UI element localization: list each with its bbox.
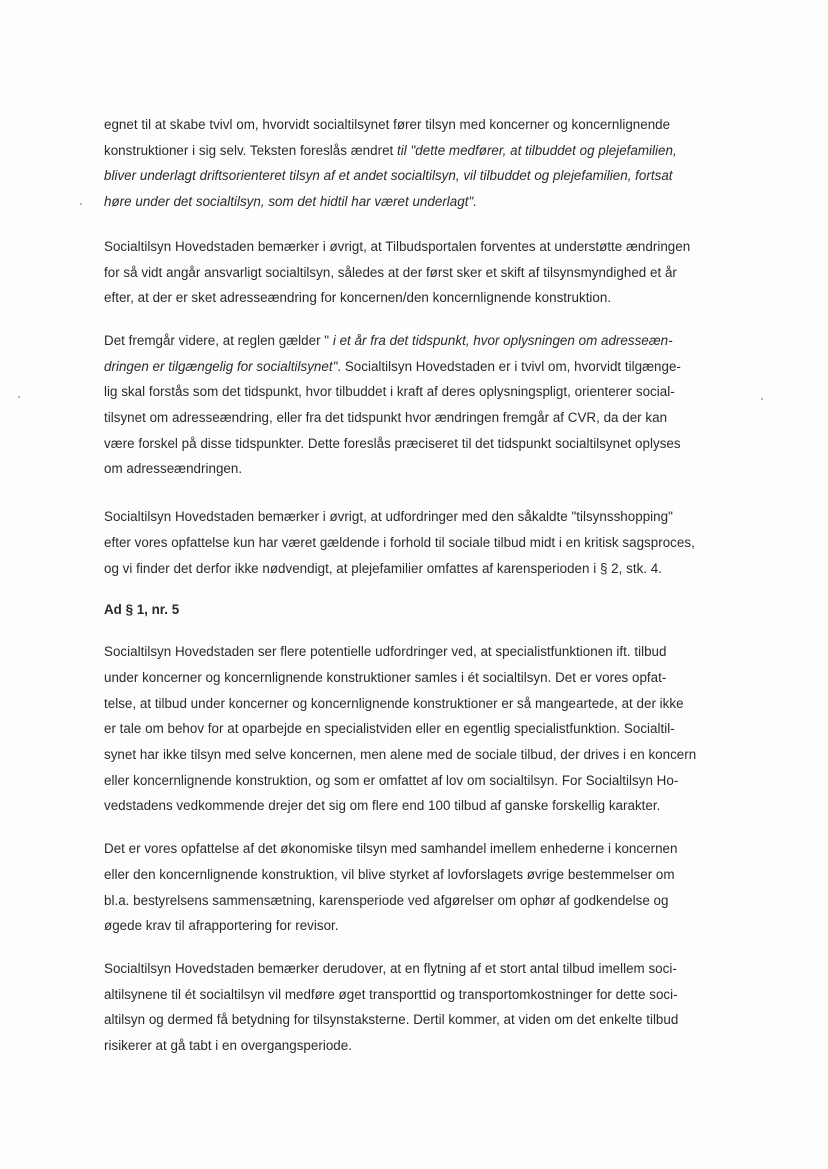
text-line [104,862,740,888]
text-segment: efter vores opfattelse kun har været gældende i forhold til sociale tilbud midt i en kritisk sagsproces, [104,534,695,550]
italic-quote-segment: i et år fra det tidspunkt, hvor oplysningen om adresseæn- [332,332,673,348]
text-segment: Socialtilsyn Hovedstaden ser flere potentielle udfordringer ved, at specialistfunktionen ift. tilbud [104,644,667,660]
text-segment: lig skal forstås som det tidspunkt, hvor tilbuddet i kraft af deres oplysningspligt, orienterer social- [104,384,675,400]
document-body [104,112,740,1076]
text-line [104,1007,740,1033]
text-segment: synet har ikke tilsyn med selve koncernen, men alene med de sociale tilbud, der drives i en koncern [104,747,697,763]
text-line [104,768,740,794]
text-line [104,431,740,457]
text-segment: risikerer at gå tabt i en overgangsperiode. [104,1038,352,1054]
scan-speck [18,396,20,398]
italic-quote-segment: dringen er tilgængelig for socialtilsynet" [104,358,338,374]
text-segment: øgede krav til afrapportering for revisor. [104,918,339,934]
text-line [104,285,740,311]
text-segment: Socialtilsyn Hovedstaden bemærker i øvrigt, at Tilbudsportalen forventes at understøtte ændringen [104,238,691,254]
italic-quote-segment: til "dette medfører, at tilbuddet og plejefamilien, [397,142,677,158]
text-line [104,504,740,530]
paragraph-p5 [104,639,740,819]
paragraph-p4 [104,504,740,581]
text-segment: konstruktioner i sig selv. Teksten foreslås ændret [104,142,398,158]
paragraphs-before-heading [104,112,740,581]
paragraph-p7 [104,956,740,1059]
paragraph-p2 [104,234,740,311]
text-line [104,742,740,768]
text-segment: være forskel på disse tidspunkter. Dette foreslås præciseret til det tidspunkt socialtilsynet oplyses [104,435,681,451]
text-segment: Det er vores opfattelse af det økonomiske tilsyn med samhandel imellem enhederne i koncernen [104,841,678,857]
text-line [104,354,740,380]
text-line [104,260,740,286]
text-line [104,888,740,914]
paragraph-p1 [104,112,740,215]
text-line [104,836,740,862]
text-segment: eller koncernlignende konstruktion, og som er omfattet af lov om socialtilsyn. For Socialtilsyn Ho- [104,772,679,788]
text-line [104,112,740,138]
text-segment: vedstadens vedkommende drejer det sig om flere end 100 tilbud af ganske forskellig karakter. [104,798,661,814]
text-line [104,328,740,354]
text-line [104,956,740,982]
text-segment: altilsynene til ét socialtilsyn vil medføre øget transporttid og transportomkostninger for dette soci- [104,986,678,1002]
text-segment: er tale om behov for at oparbejde en specialistviden eller en egentlig specialistfunktion. Socialtil- [104,721,675,737]
text-line [104,456,740,482]
paragraphs-after-heading [104,639,740,1059]
text-segment: og vi finder det derfor ikke nødvendigt, at plejefamilier omfattes af karensperioden i § 2, stk. 4. [104,560,662,576]
text-line [104,982,740,1008]
text-segment: for så vidt angår ansvarligt socialtilsyn, således at der først sker et skift af tilsynsmyndighed et år [104,264,677,280]
text-segment: tilsynet om adresseændring, eller fra det tidspunkt hvor ændringen fremgår af CVR, da der kan [104,410,668,426]
text-line [104,405,740,431]
paragraph-p6 [104,836,740,939]
text-line [104,691,740,717]
text-segment: egnet til at skabe tvivl om, hvorvidt socialtilsynet fører tilsyn med koncerner og koncernlignende [104,117,671,132]
text-line [104,913,740,939]
text-segment: bl.a. bestyrelsens sammensætning, karensperiode ved afgørelser om ophør af godkendelse og [104,892,669,908]
text-segment: under koncerner og koncernlignende konstruktioner samles i ét socialtilsyn. Det er vores opfat- [104,669,667,685]
text-segment: om adresseændringen. [104,461,243,477]
text-line [104,234,740,260]
text-line [104,530,740,556]
text-line [104,556,740,582]
text-line [104,665,740,691]
text-segment: telse, at tilbud under koncerner og koncernlignende konstruktioner er så mangeartede, at der ikke [104,695,684,711]
italic-quote-segment: høre under det socialtilsyn, som det hidtil har været underlagt". [104,194,477,210]
text-line [104,639,740,665]
text-line [104,189,740,215]
paragraph-p3 [104,328,740,482]
text-line [104,138,740,164]
section-heading: Ad § 1, nr. 5 [104,602,180,618]
scan-speck [761,398,763,400]
italic-quote-segment: bliver underlagt driftsorienteret tilsyn af et andet socialtilsyn, vil tilbuddet og plejefamilien, fortsat [104,168,673,184]
scan-speck [80,203,82,205]
text-segment: efter, at der er sket adresseændring for koncernen/den koncernlignende konstruktion. [104,290,612,306]
text-line [104,379,740,405]
text-line [104,163,740,189]
text-segment: Socialtilsyn Hovedstaden bemærker i øvrigt, at udfordringer med den såkaldte "tilsynsshopping" [104,509,673,525]
text-segment: . Socialtilsyn Hovedstaden er i tvivl om, hvorvidt tilgænge- [337,358,681,374]
text-segment: Det fremgår videre, at reglen gælder " [104,332,333,348]
text-line [104,1033,740,1059]
text-segment: Socialtilsyn Hovedstaden bemærker derudover, at en flytning af et stort antal tilbud imellem soci- [104,960,677,976]
text-segment: eller den koncernlignende konstruktion, vil blive styrket af lovforslagets øvrige bestemmelser om [104,866,675,882]
text-line [104,716,740,742]
text-segment: altilsyn og dermed få betydning for tilsynstaksterne. Dertil kommer, at viden om det enkelte tilbud [104,1012,679,1028]
text-line [104,793,740,819]
